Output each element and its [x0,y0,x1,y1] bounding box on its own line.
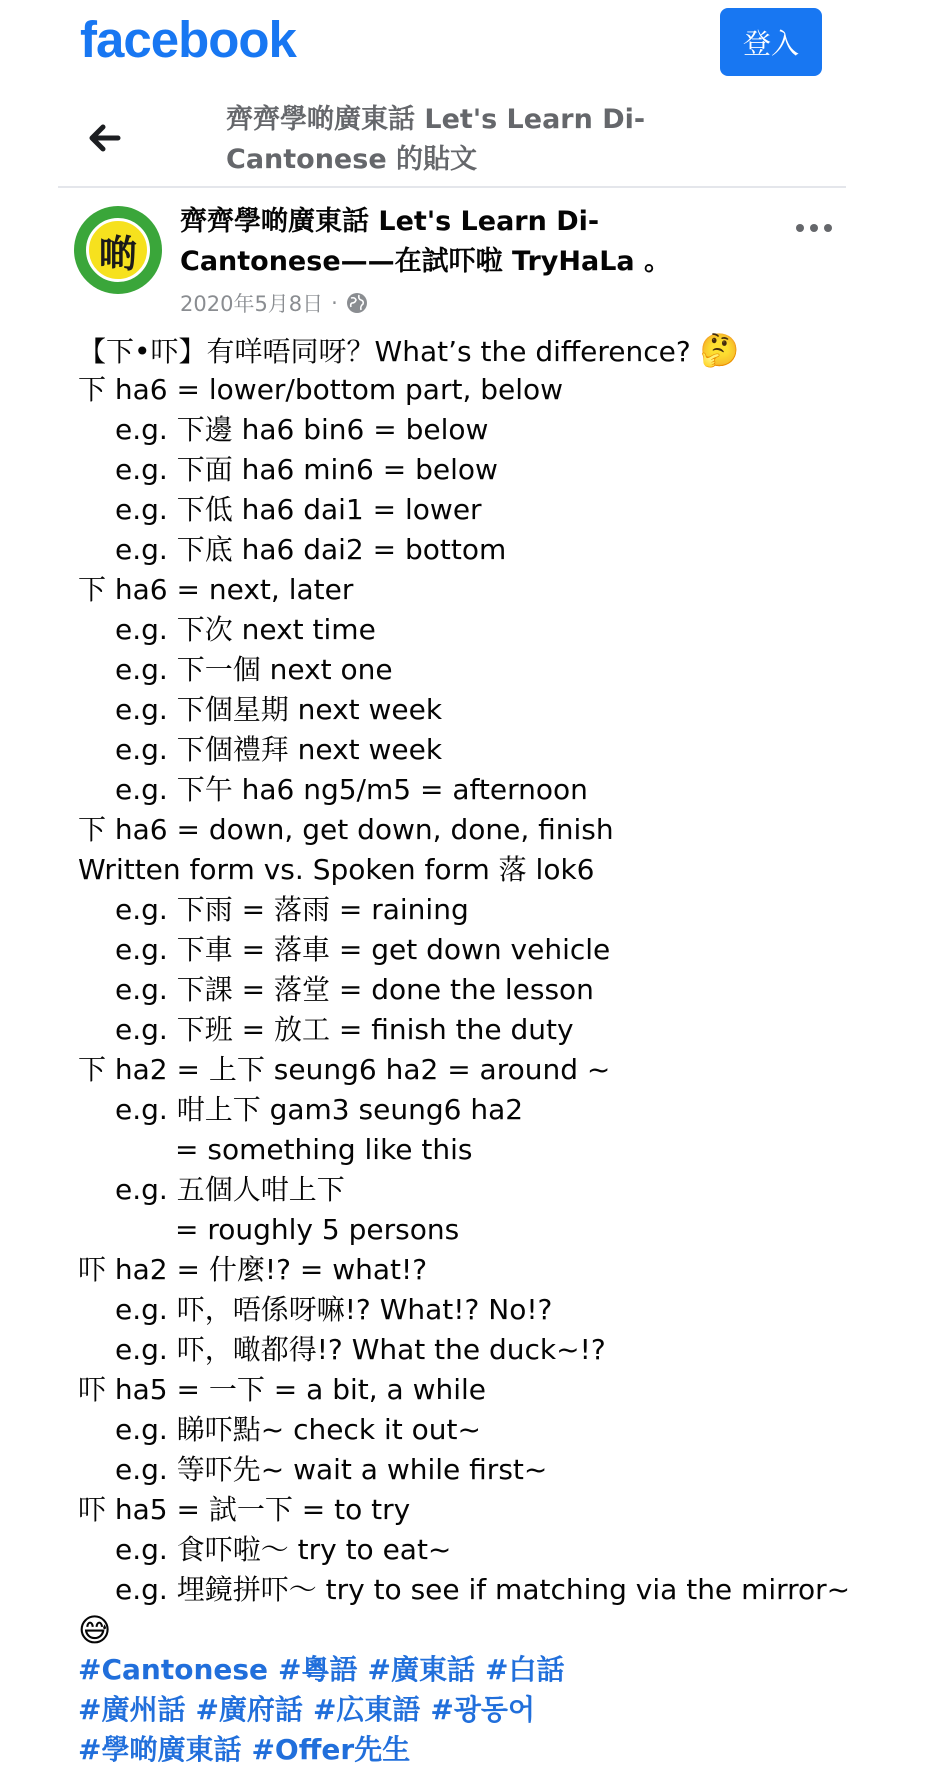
post-line-text: = roughly 5 persons [175,1213,460,1246]
post-line [78,570,898,610]
post-line-text: e.g. 下邊 ha6 bin6 = below [115,413,489,446]
meta-separator: · [331,291,338,315]
hashtag-link[interactable]: #Offer先生 [251,1733,411,1766]
post-line-text: e.g. 下面 ha6 min6 = below [115,453,498,486]
post-line [78,690,898,730]
post-line [78,1610,898,1650]
hashtag-link[interactable]: #Cantonese [78,1653,269,1686]
post-line-text: e.g. 吓，唔係呀嘛!? What!? No!? [115,1293,553,1326]
post-line-text: = something like this [175,1133,473,1166]
post-line-text: 下 ha6 = down, get down, done, finish [78,813,614,846]
login-button[interactable]: 登入 [720,8,822,76]
post-line [78,890,898,930]
post-line [78,1570,898,1610]
post-line-text: e.g. 下雨 = 落雨 = raining [115,893,469,926]
hashtag-link[interactable]: #廣州話 [78,1693,186,1726]
post-line-text: e.g. 下低 ha6 dai1 = lower [115,493,482,526]
post-line [78,490,898,530]
post-line-text: e.g. 下一個 next one [115,653,393,686]
post-line-text: 下 ha2 = 上下 seung6 ha2 = around ~ [78,1053,611,1086]
post-line-text: e.g. 食吓啦～ try to eat~ [115,1533,452,1566]
post-line-text: 【下•吓】有咩唔同呀？What’s the difference? [78,335,691,368]
post-line [78,370,898,410]
post-line [78,1210,898,1250]
page-title: 齊齊學啲廣東話 Let's Learn Di-Cantonese 的貼文 [226,104,646,175]
post-line-text: e.g. 埋鏡拼吓～ try to see if matching via the mirror~ [115,1573,851,1606]
hashtag-row [78,1650,898,1690]
post-line-text: e.g. 下底 ha6 dai2 = bottom [115,533,507,566]
post-line-text: e.g. 下個星期 next week [115,693,443,726]
post-line-text: e.g. 五個人咁上下 [115,1173,345,1206]
post-line [78,930,898,970]
post-line [78,1530,898,1570]
hashtag-link[interactable]: #広東語 [312,1693,421,1726]
post-line [78,1290,898,1330]
post-author[interactable]: 齊齊學啲廣東話 Let's Learn Di-Cantonese——在試吓啦 TryHaLa 。 [180,206,672,277]
post-line [78,1370,898,1410]
post-line [78,1090,898,1130]
post-subheader [58,96,846,188]
post-line-text: e.g. 吓，噉都得!? What the duck~!? [115,1333,606,1366]
post-line-text: e.g. 等吓先~ wait a while first~ [115,1453,548,1486]
post-date[interactable]: 2020年5月8日 [180,292,324,316]
post-line-text: e.g. 咁上下 gam3 seung6 ha2 [115,1093,524,1126]
post-line [78,850,898,890]
post-line [78,1250,898,1290]
post-line [78,610,898,650]
post-line-text: e.g. 下課 = 落堂 = done the lesson [115,973,594,1006]
top-bar [0,0,926,88]
post-body [78,330,898,1770]
post-line-text: e.g. 睇吓點~ check it out~ [115,1413,481,1446]
emoji: 😅 [78,1611,112,1649]
hashtag-link[interactable]: #광동어 [430,1693,536,1726]
post-header [74,202,846,318]
post-line [78,730,898,770]
post-line [78,650,898,690]
hashtag-link[interactable]: #廣東話 [367,1653,475,1686]
post-line-text: 吓 ha2 = 什麼!? = what!? [78,1253,428,1286]
post-line-text: 下 ha6 = lower/bottom part, below [78,373,564,406]
post-line [78,530,898,570]
post-line [78,1170,898,1210]
hashtag-link[interactable]: #廣府話 [195,1693,303,1726]
emoji: 🤔 [699,331,740,369]
post-line [78,410,898,450]
hashtag-row [78,1730,898,1770]
globe-icon [346,292,368,314]
hashtag-row [78,1690,898,1730]
post-line [78,1010,898,1050]
post-line [78,810,898,850]
post-line [78,1130,898,1170]
post-line [78,330,898,370]
post-line-text: e.g. 下班 = 放工 = finish the duty [115,1013,574,1046]
post-line [78,1050,898,1090]
avatar-glyph: 啲 [86,218,150,282]
arrow-left-icon[interactable] [84,118,124,158]
post-line-text: 吓 ha5 = 試一下 = to try [78,1493,411,1526]
post-meta [180,288,368,318]
post-line-text: e.g. 下次 next time [115,613,376,646]
post-line-text: e.g. 下個禮拜 next week [115,733,443,766]
avatar[interactable] [74,206,162,294]
post-line [78,1330,898,1370]
hashtags [78,1650,898,1770]
post-line-text: e.g. 下午 ha6 ng5/m5 = afternoon [115,773,588,806]
more-dots-icon[interactable] [796,224,836,236]
post-line-text: e.g. 下車 = 落車 = get down vehicle [115,933,611,966]
hashtag-link[interactable]: #白話 [484,1653,565,1686]
post-line-text: 下 ha6 = next, later [78,573,354,606]
hashtag-link[interactable]: #粵語 [278,1653,358,1686]
facebook-logo[interactable]: facebook [80,11,296,68]
post-line [78,1410,898,1450]
post-line [78,970,898,1010]
hashtag-link[interactable]: #學啲廣東話 [78,1733,242,1766]
post-line-text: 吓 ha5 = 一下 = a bit, a while [78,1373,487,1406]
post-line [78,450,898,490]
post-line [78,770,898,810]
post-line [78,1450,898,1490]
post-line [78,1490,898,1530]
post-line-text: Written form vs. Spoken form 落 lok6 [78,853,595,886]
